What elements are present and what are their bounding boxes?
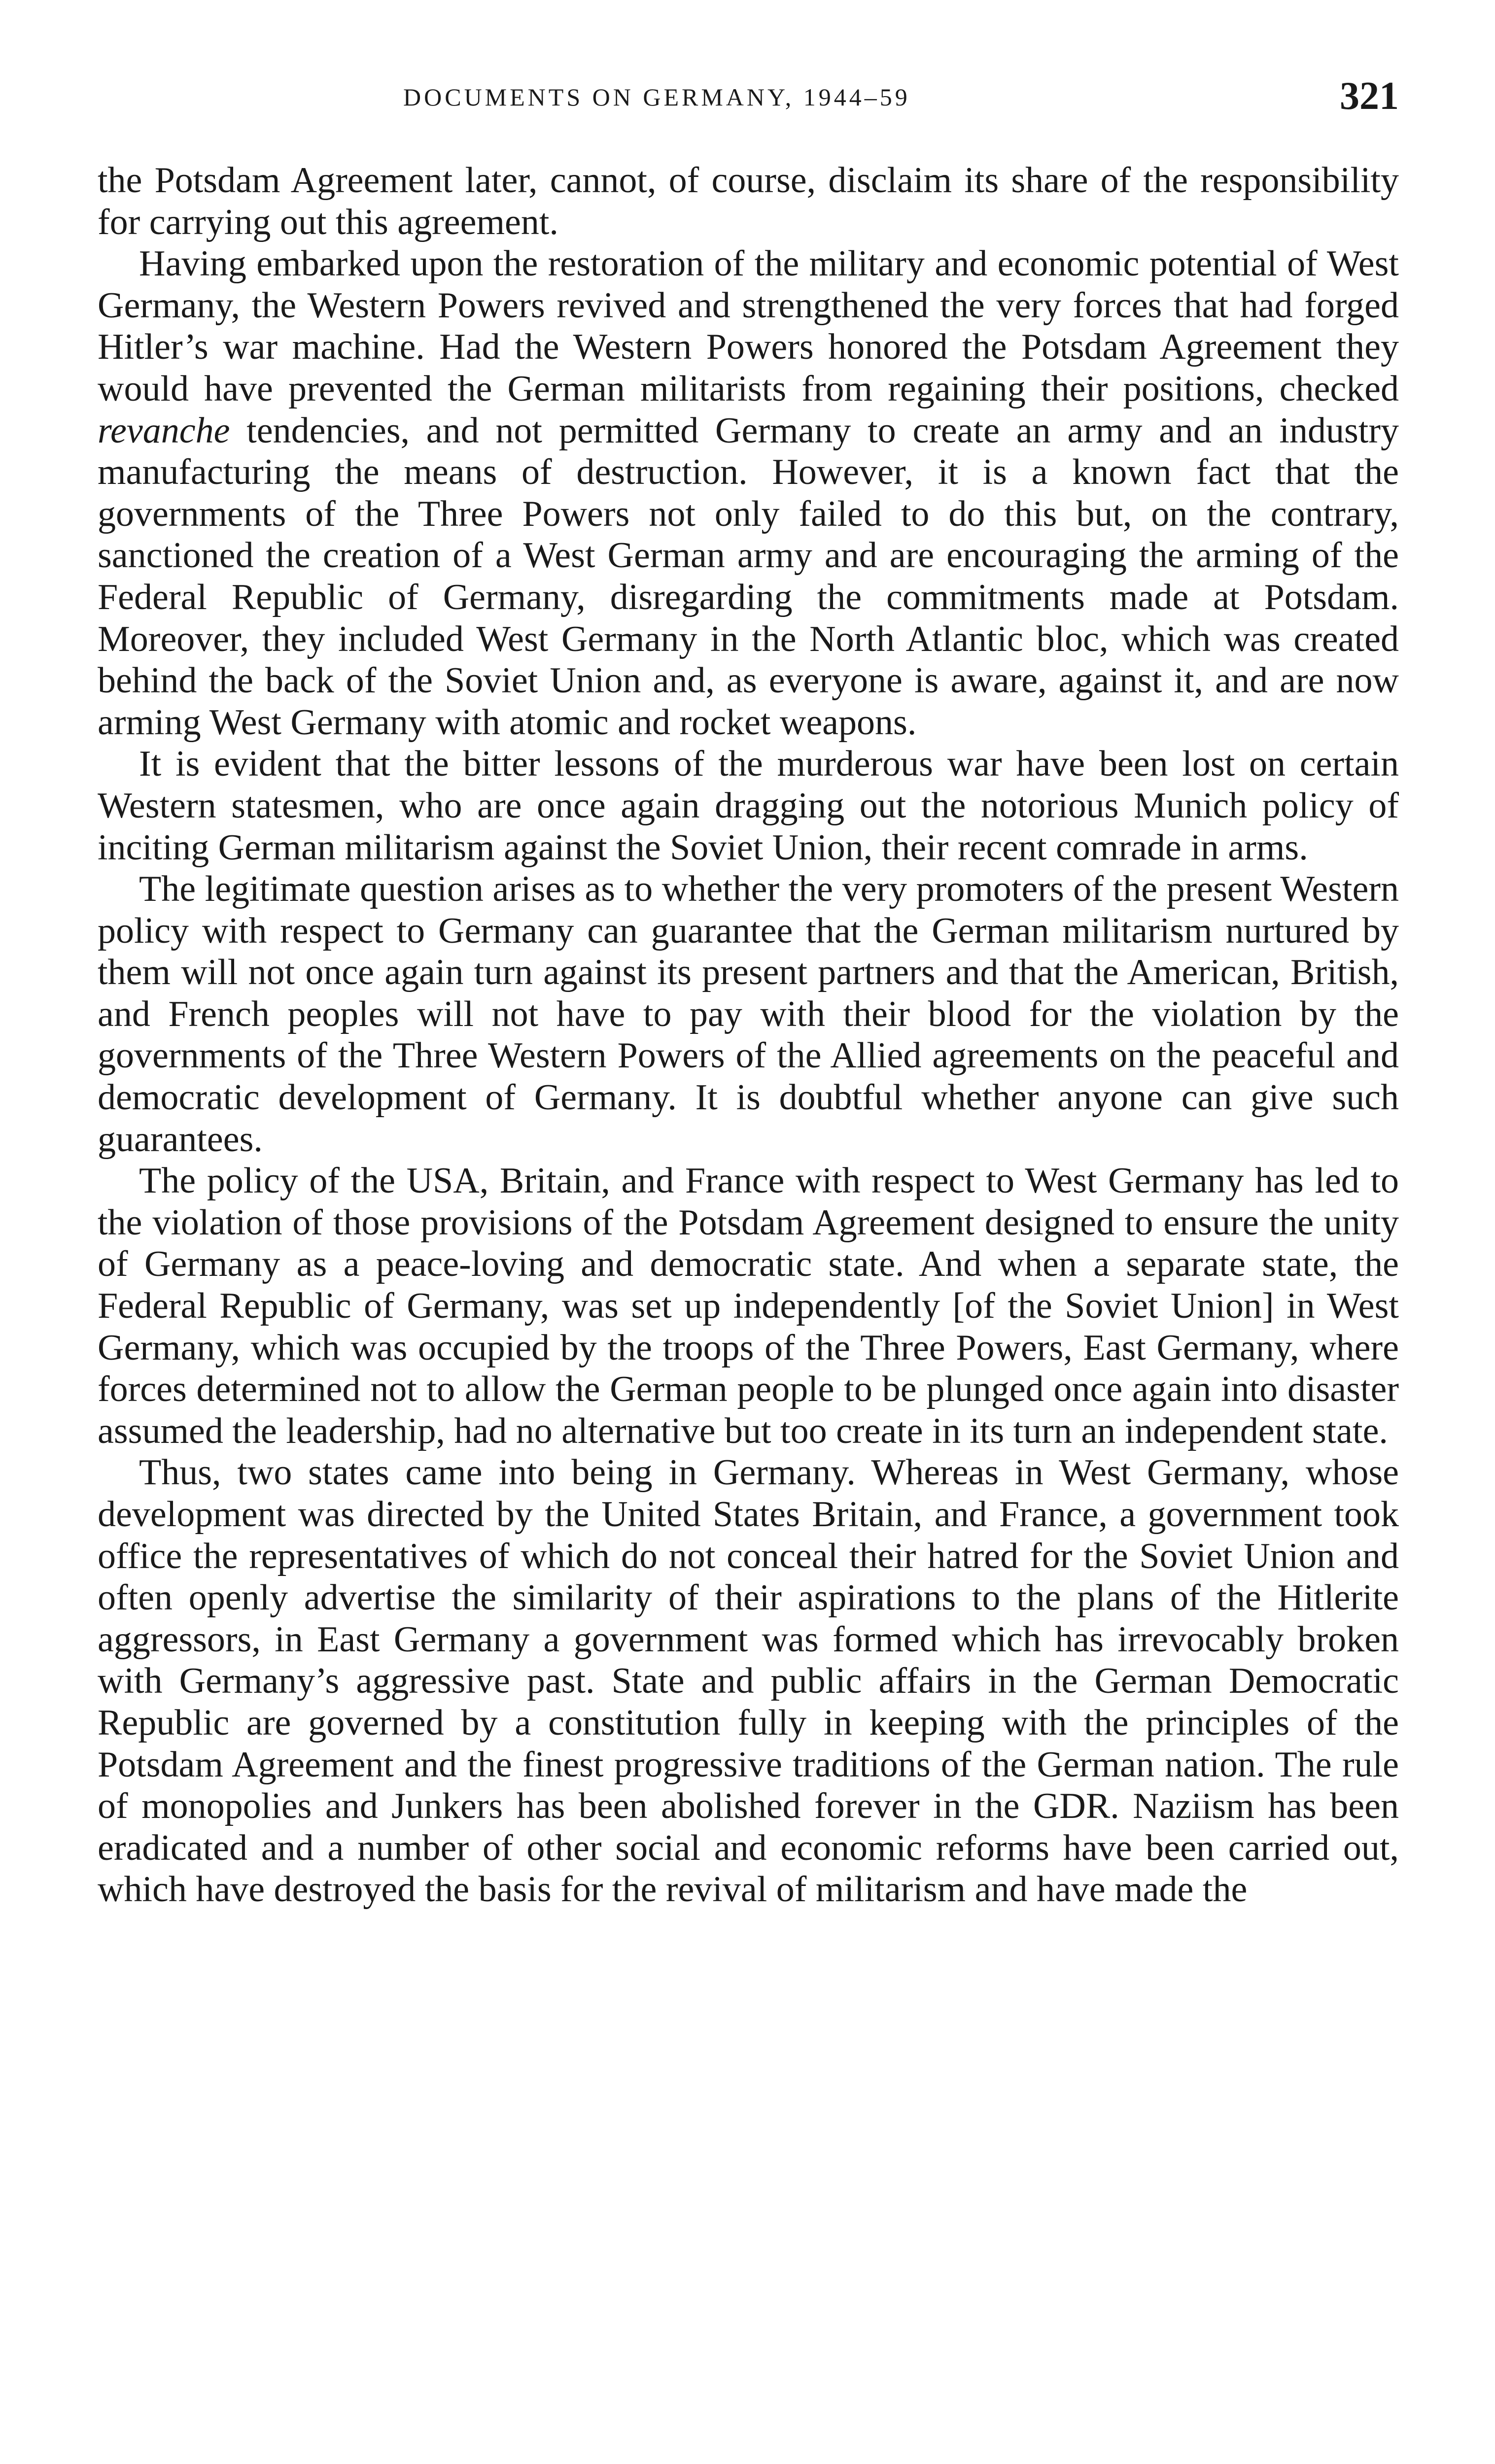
paragraph <box>98 1452 1399 1911</box>
paragraph <box>98 743 1399 868</box>
paragraph-text: Having embarked upon the restoration of the military and economic potential of West Germany, the Western Powers revived and strengthened the very forces that had forged Hitler’s war machine. Had the Western Powers honored the Potsdam Agreement they would have prevented the German militarists from regaining their positions, checked <box>98 243 1399 409</box>
paragraph-text: The legitimate question arises as to whether the very promoters of the present Western policy with respect to Germany can guarantee that the German militarism nurtured by them will not once again turn against its present partners and that the American, British, and French peoples will not have to pay with their blood for the violation by the governments of the Three Western Powers of the Allied agreements on the peaceful and democratic development of Germany. It is doubtful whether anyone can give such guarantees. <box>98 869 1399 1160</box>
document-page <box>98 74 1399 1911</box>
header-title: DOCUMENTS ON GERMANY, 1944–59 <box>403 83 910 111</box>
paragraph <box>98 1160 1399 1452</box>
page-number: 321 <box>1340 74 1399 118</box>
paragraph <box>98 243 1399 743</box>
paragraph <box>98 160 1399 243</box>
paragraph-text: the Potsdam Agreement later, cannot, of course, disclaim its share of the responsibility for carrying out this agreement. <box>98 160 1399 242</box>
paragraph-text: It is evident that the bitter lessons of the murderous war have been lost on certain Western statesmen, who are once again dragging out the notorious Munich policy of inciting German militarism against the Soviet Union, their recent comrade in arms. <box>98 744 1399 868</box>
body-text <box>98 160 1399 1911</box>
running-header <box>98 74 1399 128</box>
paragraph <box>98 868 1399 1160</box>
paragraph-text: tendencies, and not permitted Germany to create an army and an industry manufacturing the means of destruction. However, it is a known fact that the governments of the Three Powers not only failed to do this but, on the contrary, sanctioned the creation of a West German army and are encouraging the arming of the Federal Republic of Germany, disregarding the commitments made at Potsdam. Moreover, they included West Germany in the North Atlantic bloc, which was created behind the back of the Soviet Union and, as everyone is aware, against it, and are now arming West Germany with atomic and rocket weapons. <box>98 410 1399 743</box>
paragraph-text: The policy of the USA, Britain, and France with respect to West Germany has led to the violation of those provisions of the Potsdam Agreement designed to ensure the unity of Germany as a peace-loving and democratic state. And when a separate state, the Federal Republic of Germany, was set up independently [of the Soviet Union] in West Germany, which was occupied by the troops of the Three Powers, East Germany, where forces determined not to allow the German people to be plunged once again into disaster assumed the leadership, had no alternative but too create in its turn an independent state. <box>98 1161 1399 1451</box>
paragraph-text: Thus, two states came into being in Germany. Whereas in West Germany, whose development was directed by the United States Britain, and France, a government took office the representatives of which do not conceal their hatred for the Soviet Union and often openly advertise the similarity of their aspirations to the plans of the Hitlerite aggressors, in East Germany a government was formed which has irrevocably broken with Germany’s aggressive past. State and public affairs in the German Democratic Republic are governed by a constitution fully in keeping with the principles of the Potsdam Agreement and the finest progressive traditions of the German nation. The rule of monopolies and Junkers has been abolished forever in the GDR. Naziism has been eradicated and a number of other social and economic reforms have been carried out, which have destroyed the basis for the revival of militarism and have made the <box>98 1452 1399 1910</box>
italic-term: revanche <box>98 410 230 451</box>
